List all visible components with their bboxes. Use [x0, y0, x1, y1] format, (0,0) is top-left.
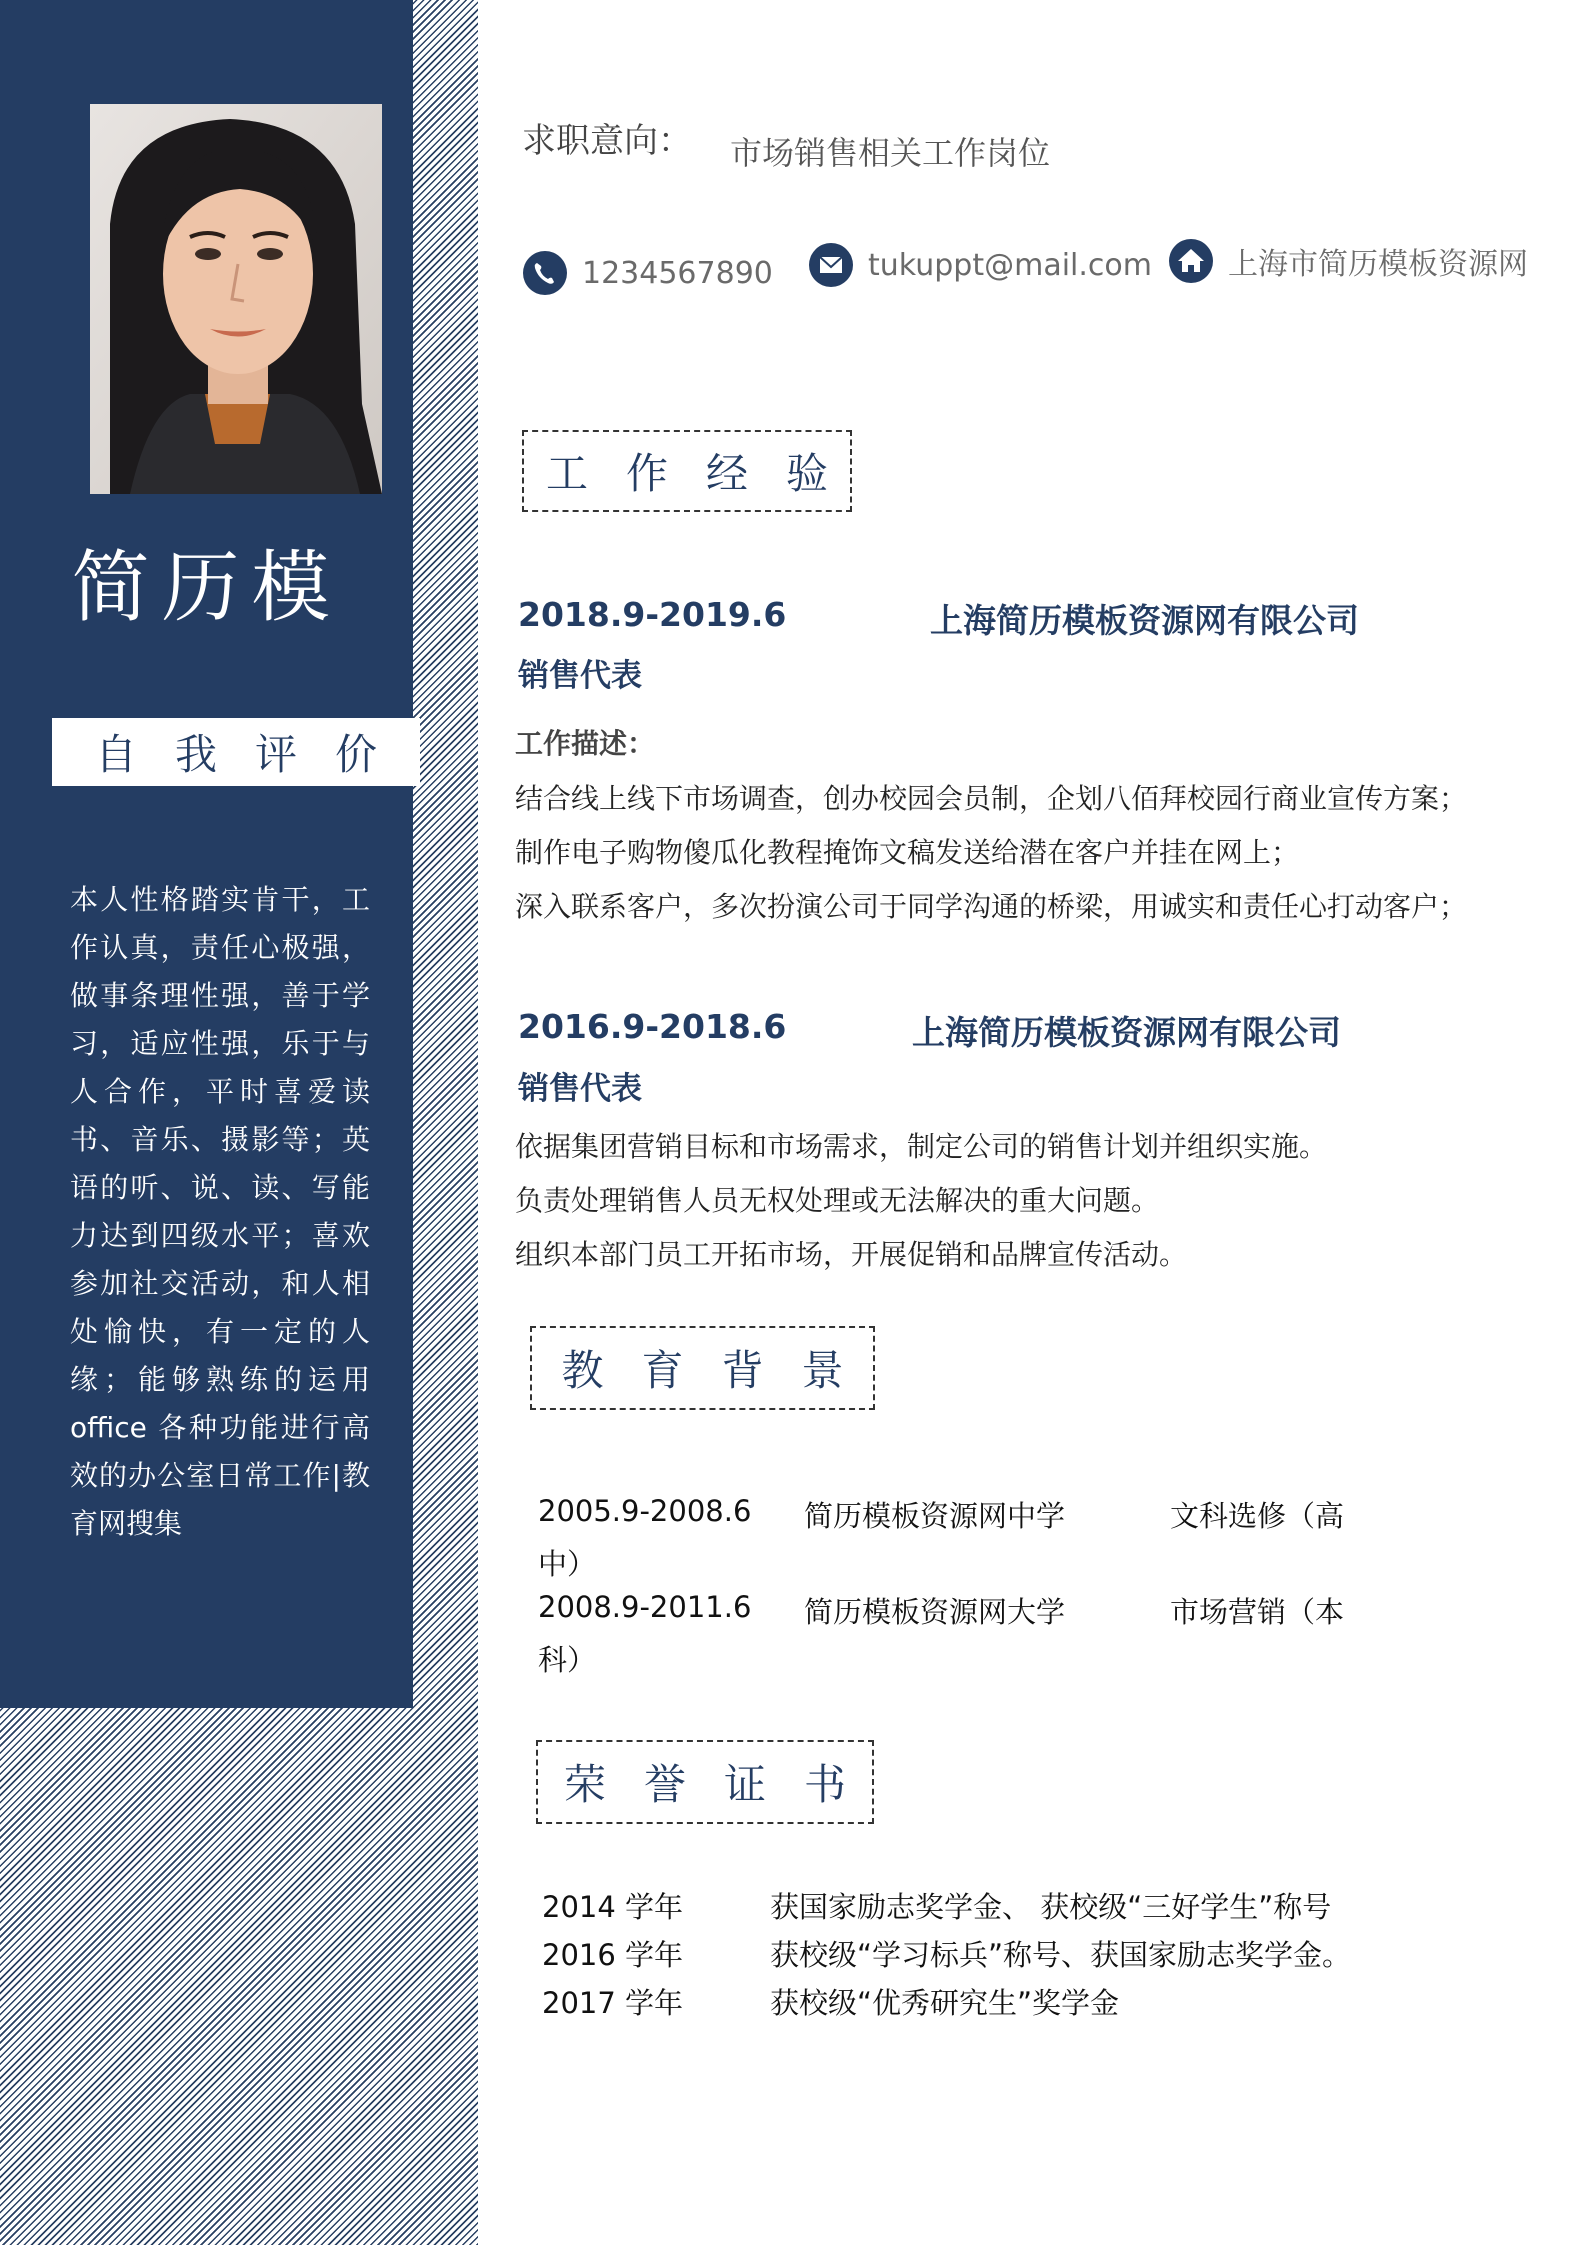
honor-year: 2016 学年 — [542, 1938, 684, 1972]
education-period: 2005.9-2008.6 — [538, 1494, 752, 1528]
education-major: 市场营销（本 — [1170, 1595, 1345, 1629]
work-company: 上海简历模板资源网有限公司 — [912, 1013, 1341, 1052]
education-school: 简历模板资源网中学 — [804, 1499, 1066, 1533]
honors-section-heading — [536, 1740, 885, 1824]
honor-year: 2017 学年 — [542, 1986, 684, 2020]
self-eval-text: 本人性格踏实肯干，工作认真，责任心极强，做事条理性强，善于学习，适应性强，乐于与人合作，平时喜爱读书、音乐、摄影等；英语的听、说、读、写能力达到四级水平；喜欢参加社交活动，和人相处愉快，有一定的人缘；能够熟练的运用 office 各种功能进行高效的办公室日常工作|教育网搜集 — [70, 883, 370, 1540]
phone-icon — [522, 250, 568, 296]
profile-photo — [90, 104, 382, 494]
education-major-continued: 科） — [538, 1643, 597, 1677]
work-section-heading — [522, 430, 867, 512]
job-intent-value: 市场销售相关工作岗位 — [730, 134, 1051, 172]
honor-award: 获校级“优秀研究生”奖学金 — [770, 1986, 1120, 2020]
work-desc-label: 工作描述： — [515, 727, 656, 760]
email-address: tukuppt@mail.com — [868, 247, 1152, 283]
education-major: 文科选修（高 — [1170, 1499, 1345, 1533]
education-section-title: 教育背景 — [561, 1346, 882, 1395]
honors-section-title: 荣誉证书 — [564, 1760, 885, 1809]
education-row-wrap — [538, 1638, 597, 1677]
education-section-heading — [530, 1326, 882, 1410]
work-period: 2018.9-2019.6 — [518, 595, 787, 634]
contact-address — [1168, 238, 1528, 284]
honor-row — [542, 1981, 1442, 2025]
honor-row — [542, 1933, 1442, 1977]
work-desc-line: 负责处理销售人员无权处理或无法解决的重大问题。 — [515, 1184, 1160, 1217]
job-intent-label: 求职意向： — [522, 121, 692, 161]
education-major-continued: 中） — [538, 1547, 597, 1581]
honor-award: 获国家励志奖学金、 获校级“三好学生”称号 — [770, 1890, 1332, 1924]
phone-number: 1234567890 — [582, 255, 773, 291]
self-eval-heading-box — [52, 718, 420, 786]
candidate-name: 简历模 — [71, 543, 342, 633]
work-desc-line: 制作电子购物傻瓜化教程掩饰文稿发送给潜在客户并挂在网上； — [515, 836, 1300, 869]
work-desc-list — [515, 1120, 1327, 1282]
contact-email — [808, 242, 1152, 288]
work-desc-line: 深入联系客户，多次扮演公司于同学沟通的桥梁，用诚实和责任心打动客户； — [515, 890, 1468, 923]
honor-year: 2014 学年 — [542, 1890, 684, 1924]
work-period: 2016.9-2018.6 — [518, 1007, 787, 1046]
honor-row — [542, 1885, 1442, 1929]
work-company: 上海简历模板资源网有限公司 — [930, 601, 1359, 640]
education-school: 简历模板资源网大学 — [804, 1595, 1066, 1629]
work-desc-line: 组织本部门员工开拓市场，开展促销和品牌宣传活动。 — [515, 1238, 1188, 1271]
home-icon — [1168, 238, 1214, 284]
contact-phone — [522, 250, 773, 296]
work-desc-list — [515, 772, 1467, 934]
address-text: 上海市简历模板资源网 — [1228, 247, 1528, 282]
self-eval-title: 自我评价 — [94, 730, 415, 779]
work-role: 销售代表 — [518, 658, 642, 694]
work-role: 销售代表 — [518, 1071, 642, 1107]
mail-icon — [808, 242, 854, 288]
honor-award: 获校级“学习标兵”称号、获国家励志奖学金。 — [770, 1938, 1352, 1972]
work-section-title: 工作经验 — [546, 449, 867, 498]
education-period: 2008.9-2011.6 — [538, 1590, 752, 1624]
work-desc-line: 依据集团营销目标和市场需求，制定公司的销售计划并组织实施。 — [515, 1130, 1328, 1163]
work-desc-line: 结合线上线下市场调查，创办校园会员制，企划八佰拜校园行商业宣传方案； — [515, 782, 1468, 815]
